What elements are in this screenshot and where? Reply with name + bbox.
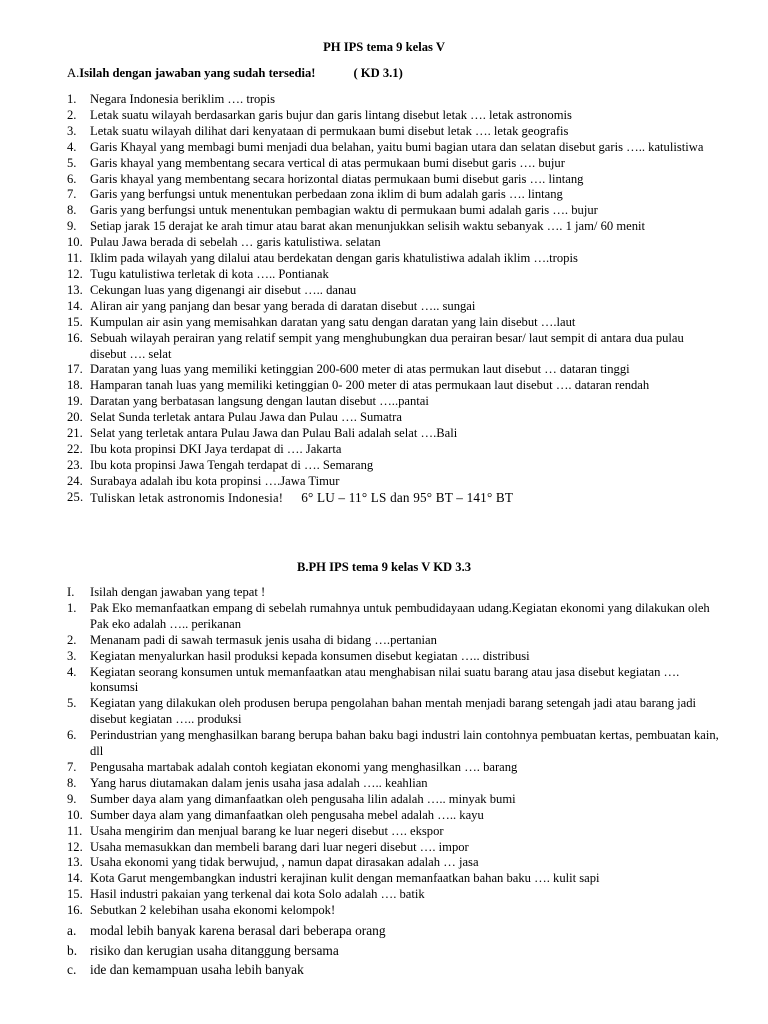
item-number: c. [67, 962, 77, 978]
item-text: Daratan yang luas yang memiliki ketinggian 200-600 meter di atas permukan laut disebut … dataran tinggi [90, 362, 630, 377]
item-text: Ibu kota propinsi DKI Jaya terdapat di …. Jakarta [90, 441, 342, 456]
question-item [0, 331, 720, 363]
item-text: Selat yang terletak antara Pulau Jawa dan Pulau Bali adalah selat ….Bali [90, 426, 458, 441]
item-number: 7. [67, 759, 77, 774]
item-text: modal lebih banyak karena berasal dari beberapa orang [90, 923, 386, 938]
question-item [0, 251, 720, 267]
item-number: 1. [67, 92, 77, 106]
question-item [0, 362, 720, 378]
item-number: 15. [67, 887, 83, 902]
question-item [0, 203, 720, 219]
item-number: 6. [67, 728, 77, 743]
answer-option [0, 921, 720, 941]
question-item [0, 442, 720, 458]
question-item [0, 267, 720, 283]
item-text: Tuliskan letak astronomis Indonesia! [90, 490, 284, 505]
item-number: 18. [67, 378, 83, 393]
item-text: Sumber daya alam yang dimanfaatkan oleh pengusaha lilin adalah ….. minyak bumi [90, 791, 516, 806]
item-text: Usaha ekonomi yang tidak berwujud, , namun dapat dirasakan adalah … jasa [90, 855, 479, 870]
question-item [0, 887, 720, 903]
item-number: 3. [67, 648, 77, 663]
question-item [0, 903, 720, 919]
item-text: Garis Khayal yang membagi bumi menjadi dua belahan, yaitu bumi bagian utara dan selatan disebut garis ….. katulistiwa [90, 139, 704, 154]
item-number: 4. [67, 664, 77, 679]
question-item [0, 315, 720, 331]
item-text: Menanam padi di sawah termasuk jenis usaha di bidang ….pertanian [90, 632, 437, 647]
item-text: Pak Eko memanfaatkan empang di sebelah rumahnya untuk pembudidayaan udang.Kegiatan ekonomi yang dilakukan oleh Pak eko adalah ….. perikanan [90, 600, 710, 631]
item-text: Letak suatu wilayah dilihat dari kenyataan di permukaan bumi disebut letak …. letak geografis [90, 123, 569, 138]
item-number: 4. [67, 139, 77, 154]
item-text: Perindustrian yang menghasilkan barang berupa bahan baku bagi industri lain contohnya pembuatan kertas, pembuatan kain, dll [90, 728, 719, 759]
document-title-a: PH IPS tema 9 kelas V [323, 40, 445, 54]
item-text: Isilah dengan jawaban yang tepat ! [90, 585, 266, 599]
item-text: Negara Indonesia beriklim …. tropis [90, 92, 276, 106]
section-a-kd: ( KD 3.1) [353, 66, 403, 80]
section-a-heading [67, 66, 403, 81]
item-number: 13. [67, 855, 83, 870]
question-item [0, 283, 720, 299]
question-item [0, 140, 720, 156]
item-number: 2. [67, 632, 77, 647]
item-number: 16. [67, 903, 83, 918]
item-text: Daratan yang berbatasan langsung dengan lautan disebut …..pantai [90, 394, 429, 409]
question-item [0, 410, 720, 426]
item-number: 10. [67, 235, 83, 250]
question-item [0, 760, 720, 776]
question-item [0, 601, 720, 633]
item-number: 15. [67, 314, 83, 329]
item-text: ide dan kemampuan usaha lebih banyak [90, 962, 304, 978]
item-number: 25. [67, 489, 84, 504]
answer-option [0, 960, 720, 980]
item-text: Letak suatu wilayah berdasarkan garis bujur dan garis lintang disebut letak …. letak astronomis [90, 107, 572, 122]
question-item [0, 776, 720, 792]
question-item [0, 235, 720, 251]
item-number: 7. [67, 187, 77, 202]
item-number: 14. [67, 298, 83, 313]
answer-option [0, 941, 720, 961]
item-text: Sebuah wilayah perairan yang relatif sempit yang menghubungkan dua perairan besar/ laut sempit di antara dua pulau disebut …. selat [90, 330, 684, 361]
item-number: 21. [67, 426, 83, 441]
item-text: Kegiatan menyalurkan hasil produksi kepada konsumen disebut kegiatan ….. distribusi [90, 648, 530, 663]
item-text: Garis yang berfungsi untuk menentukan perbedaan zona iklim di bum adalah garis …. lintang [90, 187, 563, 202]
question-item [0, 808, 720, 824]
item-text: Usaha mengirim dan menjual barang ke luar negeri disebut …. ekspor [90, 823, 444, 838]
item-text: Hasil industri pakaian yang terkenal dai kota Solo adalah …. batik [90, 887, 425, 902]
item-text: Iklim pada wilayah yang dilalui atau berdekatan dengan garis khatulistiwa adalah iklim ….tropis [90, 251, 578, 266]
item-number: 17. [67, 362, 83, 377]
item-number: 19. [67, 394, 83, 409]
document-title-b: B.PH IPS tema 9 kelas V KD 3.3 [296, 560, 472, 574]
item-text: Garis yang berfungsi untuk menentukan pembagian waktu di permukaan bumi adalah garis …. bujur [90, 203, 598, 218]
item-text: Yang harus diutamakan dalam jenis usaha jasa adalah ….. keahlian [90, 775, 428, 790]
question-item [0, 394, 720, 410]
item-number: 11. [67, 251, 83, 266]
item-number: 14. [67, 871, 83, 886]
question-item [0, 474, 720, 490]
item-text: Kegiatan seorang konsumen untuk memanfaatkan atau menghabisan nilai suatu barang atau jasa disebut kegiatan …. konsumsi [90, 664, 680, 695]
item-text: Aliran air yang panjang dan besar yang berada di daratan disebut ….. sungai [90, 298, 476, 313]
item-text: Selat Sunda terletak antara Pulau Jawa dan Pulau …. Sumatra [90, 410, 402, 425]
question-item [0, 696, 720, 728]
item-number: 6. [67, 171, 77, 186]
item-text: Sumber daya alam yang dimanfaatkan oleh pengusaha mebel adalah ….. kayu [90, 807, 484, 822]
question-item [0, 633, 720, 649]
question-item [0, 585, 720, 601]
item-text: Kumpulan air asin yang memisahkan daratan yang satu dengan daratan yang lain disebut ….laut [90, 314, 576, 329]
item-text: Setiap jarak 15 derajat ke arah timur atau barat akan menunjukkan selisih waktu sebanyak …. 1 jam/ 60 menit [90, 219, 645, 234]
question-item [0, 378, 720, 394]
item-number: 5. [67, 155, 77, 170]
question-item [0, 840, 720, 856]
item-text: Ibu kota propinsi Jawa Tengah terdapat di …. Semarang [90, 457, 374, 472]
question-item [0, 187, 720, 203]
item-number: a. [67, 923, 77, 938]
question-item [0, 172, 720, 188]
question-item [0, 824, 720, 840]
item-text: Kota Garut mengembangkan industri kerajinan kulit dengan memanfaatkan bahan baku …. kulit sapi [90, 871, 600, 886]
question-item [0, 92, 720, 108]
item-number: 9. [67, 791, 77, 806]
item-text: Kegiatan yang dilakukan oleh produsen berupa pengolahan bahan mentah menjadi barang setengah jadi atau barang jadi disebut kegiatan ….. produksi [90, 696, 697, 727]
question-item [0, 219, 720, 235]
item-number: 23. [67, 457, 83, 472]
astronomical-answer: 6° LU – 11° LS dan 95° BT – 141° BT [301, 489, 514, 505]
section-a-instruction: Isilah dengan jawaban yang sudah tersedia! [79, 66, 316, 80]
item-text: Surabaya adalah ibu kota propinsi ….Jawa Timur [90, 473, 340, 488]
item-text: Garis khayal yang membentang secara horizontal diatas permukaan bumi disebut garis …. lintang [90, 171, 584, 186]
item-number: 24. [67, 473, 83, 488]
item-number: 8. [67, 203, 77, 218]
question-item [0, 124, 720, 140]
section-b-options [0, 921, 720, 980]
question-item [0, 426, 720, 442]
item-number: 8. [67, 775, 77, 790]
question-item [0, 490, 720, 507]
item-number: 13. [67, 282, 83, 297]
question-item [0, 792, 720, 808]
section-a-prefix: A. [67, 66, 80, 80]
question-item [0, 156, 720, 172]
item-number: 12. [67, 266, 83, 281]
item-number: 10. [67, 807, 83, 822]
section-b-list [0, 585, 720, 919]
item-text: Pulau Jawa berada di sebelah … garis katulistiwa. selatan [90, 235, 381, 250]
item-text: Garis khayal yang membentang secara vertical di atas permukaan bumi disebut garis …. bujur [90, 155, 565, 170]
item-number: 11. [67, 823, 83, 838]
question-item [0, 108, 720, 124]
item-text: Sebutkan 2 kelebihan usaha ekonomi kelompok! [90, 903, 336, 918]
question-item [0, 728, 720, 760]
question-item [0, 871, 720, 887]
item-number: 1. [67, 600, 77, 615]
item-number: 12. [67, 839, 83, 854]
item-number: 22. [67, 441, 83, 456]
section-a-list [0, 92, 720, 507]
question-item [0, 665, 720, 697]
item-text: Hamparan tanah luas yang memiliki ketinggian 0- 200 meter di atas permukaan laut disebut …. dataran rendah [90, 378, 650, 393]
item-number: I. [67, 585, 75, 599]
item-text: Usaha memasukkan dan membeli barang dari luar negeri disebut …. impor [90, 839, 469, 854]
question-item [0, 855, 720, 871]
item-text: Cekungan luas yang digenangi air disebut ….. danau [90, 282, 357, 297]
question-item [0, 299, 720, 315]
item-text: risiko dan kerugian usaha ditanggung bersama [90, 942, 339, 958]
question-item [0, 458, 720, 474]
item-number: 20. [67, 410, 83, 425]
item-number: 2. [67, 107, 77, 122]
item-text: Tugu katulistiwa terletak di kota ….. Pontianak [90, 266, 329, 281]
item-number: 16. [67, 330, 83, 345]
item-number: b. [67, 942, 78, 958]
question-item [0, 649, 720, 665]
item-text: Pengusaha martabak adalah contoh kegiatan ekonomi yang menghasilkan …. barang [90, 759, 518, 774]
item-number: 9. [67, 219, 77, 234]
item-number: 5. [67, 696, 77, 711]
item-number: 3. [67, 123, 77, 138]
